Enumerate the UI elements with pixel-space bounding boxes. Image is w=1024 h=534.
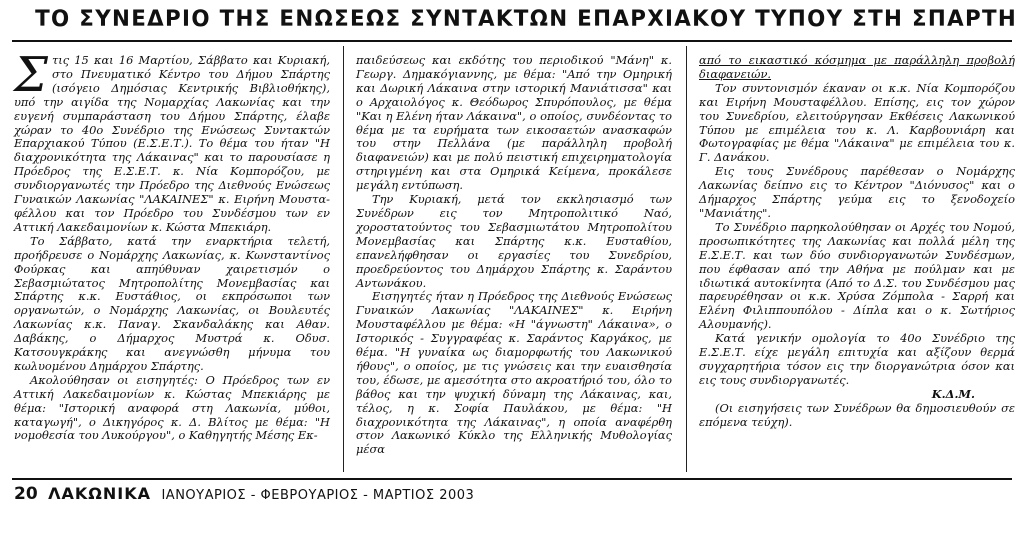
magazine-name: ΛΑΚΩΝΙΚΑ	[48, 484, 152, 503]
paragraph-9: Εις τους Συνέδρους παρέθεσαν ο Νομάρχης Λακωνίας δείπνο εις το Κέντρον "Διόνυσος" και ο Δήμαρχος Σπάρτης γεύμα εις το ξενοδοχείο "Μανιάτης".	[699, 164, 1015, 220]
paragraph-8: Τον συντονισμόν έκαναν οι κ.κ. Νία Κομπορόζου και Ειρήνη Μουσταφέλλου. Επίσης, εις τον χώρον του Συνεδρίου, ελειτούργησαν Εκθέσεις Λακωνικού Τύπου με επιμέλεια του κ. Λ. Καρβουνιάρη και Φωτογραφίας με θέμα "Λάκαινα" με επιμέλεια του κ. Γ. Δανάκου.	[699, 80, 1015, 165]
title-rule	[12, 40, 1012, 42]
paragraph-6: Εισηγητές ήταν η Πρόεδρος της Διεθνούς Ενώσεως Γυναικών Λακωνίας "ΛΑΚΑΙΝΕΣ" κ. Ειρήνη Μουσταφέλλου με θέμα: «Η "άγνωστη" Λάκαινα», ο Ιστορικός - Συγγραφέας κ. Σαράντος Καργάκος, με θέμα. "Η γυναίκα ως διαμορφωτής του Λακωνικού ήθους", ο οποίος, με τις γνώσεις και την ευαισθησία του, έδωσε, με αμεσότητα στο ακροατήριό του, όλο το βάθος και την ψυχική δύναμη της Λάκαινας, και, τέλος, η κ. Σοφία Παυλάκου, με θέμα: "Η διαχρονικότητα της Λάκαινας", η οποία αναφέρθη στον Λακωνικό Κύκλο της Ελληνικής Μυθολογίας μέσα	[356, 289, 672, 457]
paragraph-10: Το Συνέδριο παρηκολούθησαν οι Αρχές του Νομού, προσωπικότητες της Λακωνίας και πολλά μέλη της Ε.Σ.Ε.Τ. και των δύο συνδιοργανωτών Συνδέσμων, που έφθασαν από την Αθήνα με πούλμαν και με ιδιωτικά αυτοκίνητα (Από το Δ.Σ. του Συνδέσμου μας παρευρέθησαν οι κ.κ. Χρύσα Ζόμπολα - Σαρρή και Ελένη Φιλιππουπόλου - Δίπλα και ο κ. Σωτήριος Αλουμανής).	[699, 219, 1015, 332]
column-divider-1	[343, 46, 344, 472]
paragraph-5: Την Κυριακή, μετά τον εκκλησιασμό των Συνέδρων εις τον Μητροπολιτικό Ναό, χοροστατούντος του Σεβασμιωτάτου Μητροπολίτου Μονεμβασίας και Σπάρτης κ.κ. Ευσταθίου, επανελήφθησαν οι εργασίες του Συνεδρίου, προεδρεύοντος του Δημάρχου Σπάρτης κ. Σαράντου Αντωνάκου.	[356, 192, 672, 290]
paragraph-11: Κατά γενικήν ομολογία το 40ο Συνέδριο της Ε.Σ.Ε.Τ. είχε μεγάλη επιτυχία και αξίζουν θερμά συγχαρητήρια τόσον εις την διοργανώτρια όσον και εις τους συνδιοργανωτές.	[699, 331, 1015, 387]
author-signature: Κ.Δ.Μ.	[931, 386, 975, 401]
issue-date: ΙΑΝΟΥΑΡΙΟΣ - ΦΕΒΡΟΥΑΡΙΟΣ - ΜΑΡΤΙΟΣ 2003	[161, 488, 475, 503]
paragraph-1	[14, 47, 330, 235]
footer-rule	[12, 478, 1012, 480]
paragraph-1-text: τις 15 και 16 Μαρτίου, Σάββατο και Κυριακή, στο Πνευματικό Κέντρο του Δήμου Σπάρτης (ισόγειο Δημόσιας Κεντρικής Βιβλιοθήκης), υπό την αιγίδα της Νομαρχίας Λακωνίας και την ευγενή συμπαράσταση του Δήμου Σπάρτης, έλαβε χώραν το 40ο Συνέδριο της Ενώσεως Συντακτών Επαρχιακού Τύπου (Ε.Σ.Ε.Τ.). Το θέμα του ήταν "Η διαχρονικότητα της Λάκαινας" και το παρουσίασε η Πρόεδρος της Ε.Σ.Ε.Τ. κ. Νία Κομπορόζου, με συνδιοργανωτές την Πρόεδρο της Διεθνούς Ενώσεως Γυναικών Λακωνίας "ΛΑΚΑΙΝΕΣ" κ. Ειρήνη Μουστα-φέλλου και τον Πρόεδρο του Συνδέσμου των εν Αττική Λακεδαιμονίων κ. Κώστα Μπεκιάρη.	[14, 53, 330, 234]
paragraph-3: Ακολούθησαν οι εισηγητές: Ο Πρόεδρος των εν Αττική Λακεδαιμονίων κ. Κώστας Μπεκιάρης με θέμα: "Ιστορική αναφορά στη Λακωνία, μύθοι, καταγωγή", ο Δικηγόρος κ. Δ. Βλίτος με θέμα: "Η νομοθεσία του Λυκούργου", ο Καθηγητής Μέσης Εκ-	[14, 372, 330, 443]
page-number: 20	[14, 484, 38, 504]
paragraph-4: παιδεύσεως και εκδότης του περιοδικού "Μάνη" κ. Γεωργ. Δημακόγιαννης, με θέμα: "Από την Ομηρική και Δωρική Λάκαινα στην ιστορική Μανιάτισσα" και ο Αρχαιολόγος κ. Θεόδωρος Σπυρόπουλος, με θέμα "Και η Ελένη ήταν Λάκαινα", ο οποίος, συνδέοντας το θέμα με τα ευρήματα των εικοσαετών ανασκαφών του στην Πελλάνα (με παράλληλη προβολή διαφανειών) και με πολύ πειστική επιχειρηματολογία στηριγμένη και στα Ομηρικά Κείμενα, προκάλεσε μεγάλη εντύπωση.	[356, 53, 672, 193]
article-column-3	[699, 54, 1015, 429]
paragraph-7: από το εικαστικό κόσμημα με παράλληλη προβολή διαφανειών.	[699, 53, 1015, 81]
drop-cap: Σ	[14, 47, 48, 103]
article-column-2	[356, 54, 672, 457]
editor-note: (Οι εισηγήσεις των Συνέδρων θα δημοσιευθούν σε επόμενα τεύχη).	[699, 400, 1015, 429]
column-divider-2	[686, 46, 687, 472]
article-column-1	[14, 47, 330, 443]
page-footer	[14, 484, 474, 504]
paragraph-2: Το Σάββατο, κατά την εναρκτήρια τελετή, προήδρευσε ο Νομάρχης Λακωνίας, κ. Κωνσταντίνος Φούρκας και απηύθυναν χαιρετισμόν ο Σεβασμιώτατος Μητροπολίτης Μονεμβασίας και Σπάρτης κ.κ. Ευστάθιος, οι εκπρόσωποι των οργανωτών, ο Νομάρχης Λακωνίας, οι Βουλευτές Λακωνίας κ.κ. Παναγ. Σκανδαλάκης και Αθαν. Δαβάκης, ο Δήμαρχος Μυστρά κ. Οδυσ. Κατσουγκράκης και ανεγνώσθη μήνυμα του κωλυομένου Δημάρχου Σπάρτης.	[14, 233, 330, 373]
article-title: ΤΟ ΣΥΝΕΔΡΙΟ ΤΗΣ ΕΝΩΣΕΩΣ ΣΥΝΤΑΚΤΩΝ ΕΠΑΡΧΙΑΚΟΥ ΤΥΠΟΥ ΣΤΗ ΣΠΑΡΤΗ	[35, 6, 1018, 32]
